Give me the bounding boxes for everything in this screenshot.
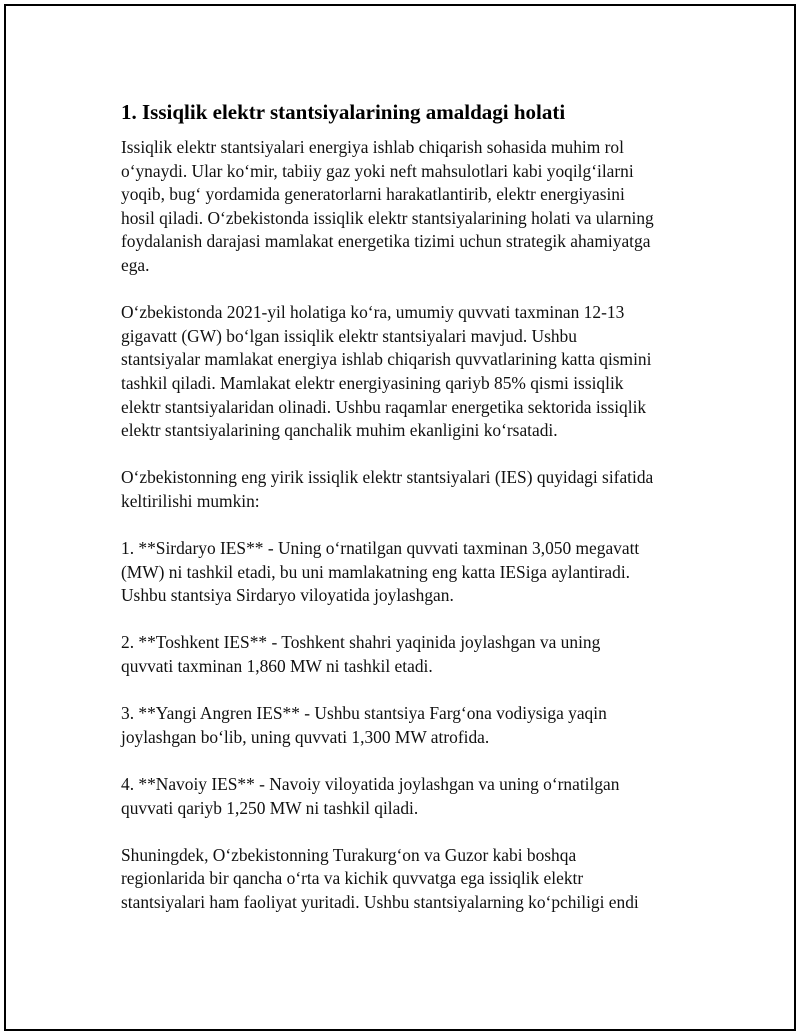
intro-paragraph: Issiqlik elektr stantsiyalari energiya ishlab chiqarish sohasida muhim rol o‘ynaydi. Ular ko‘mir, tabiiy gaz yoki neft mahsulotlari kabi yoqilg‘ilarni yoqib, bug‘ yordamida generatorlarni harakatlantirib, elektr energiyasini hosil qiladi. O‘zbekistonda issiqlik elektr stantsiyalarining holati va ularning foydalanish darajasi mamlakat energetika tizimi uchun strategik ahamiyatga ega. bbox=[121, 137, 654, 275]
section-heading: 1. Issiqlik elektr stantsiyalarining amaldagi holati bbox=[121, 100, 566, 124]
list-item-navoiy: 4. **Navoiy IES** - Navoiy viloyatida joylashgan va uning o‘rnatilgan quvvati qariyb 1,250 MW ni tashkil qiladi. bbox=[121, 774, 620, 818]
regional-plants-paragraph: Shuningdek, O‘zbekistonning Turakurg‘on va Guzor kabi boshqa regionlarida bir qancha o‘rta va kichik quvvatga ega issiqlik elektr stantsiyalari ham faoliyat yuritadi. Ushbu stantsiyalarning ko‘pchiligi endi bbox=[121, 844, 639, 912]
largest-plants-intro: O‘zbekistonning eng yirik issiqlik elektr stantsiyalari (IES) quyidagi sifatida keltirilishi mumkin: bbox=[121, 467, 654, 511]
page-frame bbox=[4, 4, 796, 1031]
capacity-paragraph: O‘zbekistonda 2021-yil holatiga ko‘ra, umumiy quvvati taxminan 12-13 gigavatt (GW) bo‘lgan issiqlik elektr stantsiyalari mavjud. Ushbu stantsiyalar mamlakat energiya ishlab chiqarish quvvatlarining katta qismini tashkil qiladi. Mamlakat elektr energiyasining qariyb 85% qismi issiqlik elektr stantsiyalaridan olinadi. Ushbu raqamlar energetika sektorida issiqlik elektr stantsiyalarining qanchalik muhim ekanligini ko‘rsatadi. bbox=[121, 302, 652, 441]
list-item-toshkent: 2. **Toshkent IES** - Toshkent shahri yaqinida joylashgan va uning quvvati taxminan 1,860 MW ni tashkil etadi. bbox=[121, 632, 601, 677]
document-body bbox=[121, 98, 701, 938]
list-item-yangi-angren: 3. **Yangi Angren IES** - Ushbu stantsiya Farg‘ona vodiysiga yaqin joylashgan bo‘lib, uning quvvati 1,300 MW atrofida. bbox=[121, 703, 607, 747]
list-item-sirdaryo: 1. **Sirdaryo IES** - Uning o‘rnatilgan quvvati taxminan 3,050 megavatt (MW) ni tashkil etadi, bu uni mamlakatning eng katta IESiga aylantiradi. Ushbu stantsiya Sirdaryo viloyatida joylashgan. bbox=[121, 538, 640, 606]
